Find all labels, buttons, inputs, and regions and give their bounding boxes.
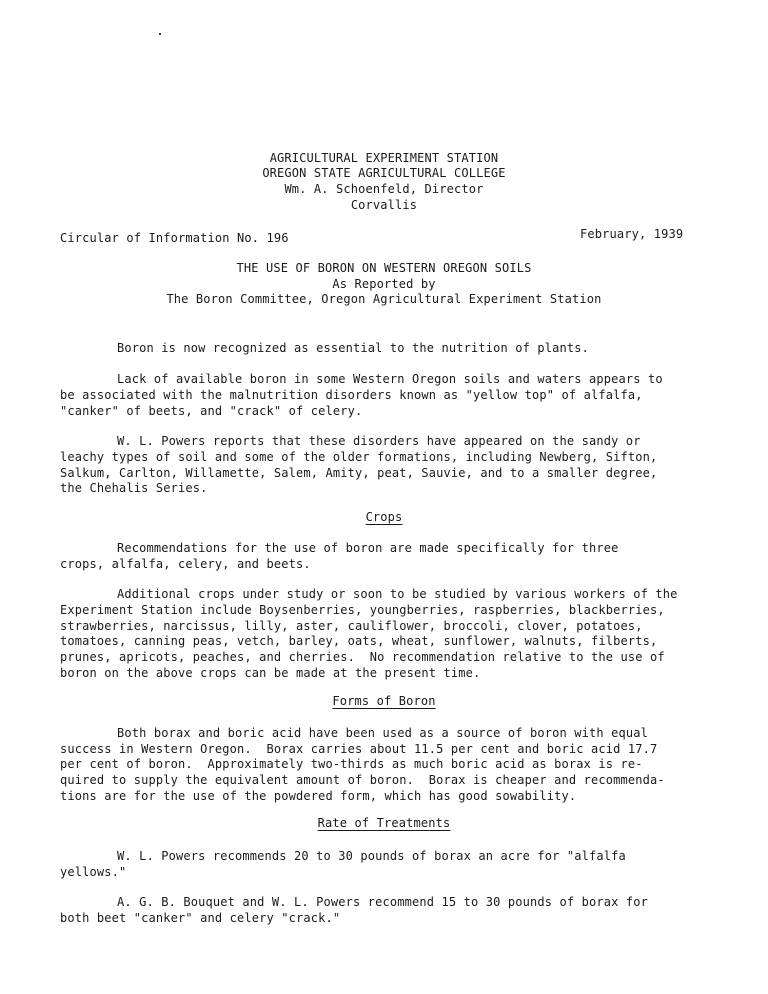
- intro-paragraph-3-line: Salkum, Carlton, Willamette, Salem, Amity, peat, Sauvie, and to a smaller degree,: [60, 466, 658, 480]
- crops-paragraph-2-line: tomatoes, canning peas, vetch, barley, oats, wheat, sunflower, walnuts, filberts,: [60, 634, 658, 648]
- crops-heading: Crops: [365, 510, 403, 524]
- crops-paragraph-2-line: Experiment Station include Boysenberries, youngberries, raspberries, blackberries,: [60, 603, 665, 617]
- forms-paragraph-line: per cent of boron. Approximately two-thirds as much boric acid as borax is re-: [60, 757, 643, 771]
- rate-paragraph-2-line: A. G. B. Bouquet and W. L. Powers recommend 15 to 30 pounds of borax for: [117, 895, 648, 909]
- station-name: AGRICULTURAL EXPERIMENT STATION: [269, 151, 499, 165]
- forms-paragraph-line: Both borax and boric acid have been used as a source of boron with equal: [117, 726, 648, 740]
- crops-paragraph-2-line: Additional crops under study or soon to be studied by various workers of the: [117, 587, 678, 601]
- college-name: OREGON STATE AGRICULTURAL COLLEGE: [262, 166, 506, 180]
- rate-heading: Rate of Treatments: [317, 816, 451, 830]
- rate-paragraph-2-line: both beet "canker" and celery "crack.": [60, 911, 341, 925]
- forms-paragraph-line: tions are for the use of the powdered form, which has good sowability.: [60, 789, 577, 803]
- intro-paragraph-2-line: be associated with the malnutrition disorders known as "yellow top" of alfalfa,: [60, 388, 643, 402]
- rate-paragraph-1-line: yellows.": [60, 865, 127, 879]
- director-name: Wm. A. Schoenfeld, Director: [284, 182, 484, 196]
- intro-paragraph-3-line: W. L. Powers reports that these disorders have appeared on the sandy or: [117, 434, 641, 448]
- intro-paragraph-2-line: "canker" of beets, and "crack" of celery.: [60, 404, 363, 418]
- intro-paragraph-1: Boron is now recognized as essential to the nutrition of plants.: [117, 341, 589, 355]
- speck-mark: [159, 33, 161, 35]
- intro-paragraph-2-line: Lack of available boron in some Western Oregon soils and waters appears to: [117, 372, 663, 386]
- forms-heading: Forms of Boron: [332, 694, 436, 708]
- city-name: Corvallis: [350, 198, 418, 212]
- forms-paragraph-line: quired to supply the equivalent amount of boron. Borax is cheaper and recommenda-: [60, 773, 665, 787]
- crops-paragraph-2-line: strawberries, narcissus, lilly, aster, cauliflower, broccoli, clover, potatoes,: [60, 619, 643, 633]
- document-title: THE USE OF BORON ON WESTERN OREGON SOILS: [236, 261, 532, 275]
- rate-paragraph-1-line: W. L. Powers recommends 20 to 30 pounds of borax an acre for "alfalfa: [117, 849, 626, 863]
- intro-paragraph-3-line: the Chehalis Series.: [60, 481, 208, 495]
- committee-name: The Boron Committee, Oregon Agricultural Experiment Station: [166, 292, 602, 306]
- circular-date: February, 1939: [580, 227, 684, 241]
- crops-paragraph-1-line: Recommendations for the use of boron are made specifically for three: [117, 541, 619, 555]
- reported-by: As Reported by: [332, 277, 436, 291]
- crops-paragraph-2-line: prunes, apricots, peaches, and cherries. No recommendation relative to the use of: [60, 650, 665, 664]
- crops-paragraph-1-line: crops, alfalfa, celery, and beets.: [60, 557, 311, 571]
- forms-paragraph-line: success in Western Oregon. Borax carries about 11.5 per cent and boric acid 17.7: [60, 742, 658, 756]
- intro-paragraph-3-line: leachy types of soil and some of the older formations, including Newberg, Sifton,: [60, 450, 658, 464]
- crops-paragraph-2-line: boron on the above crops can be made at the present time.: [60, 666, 481, 680]
- circular-number: Circular of Information No. 196: [60, 231, 289, 245]
